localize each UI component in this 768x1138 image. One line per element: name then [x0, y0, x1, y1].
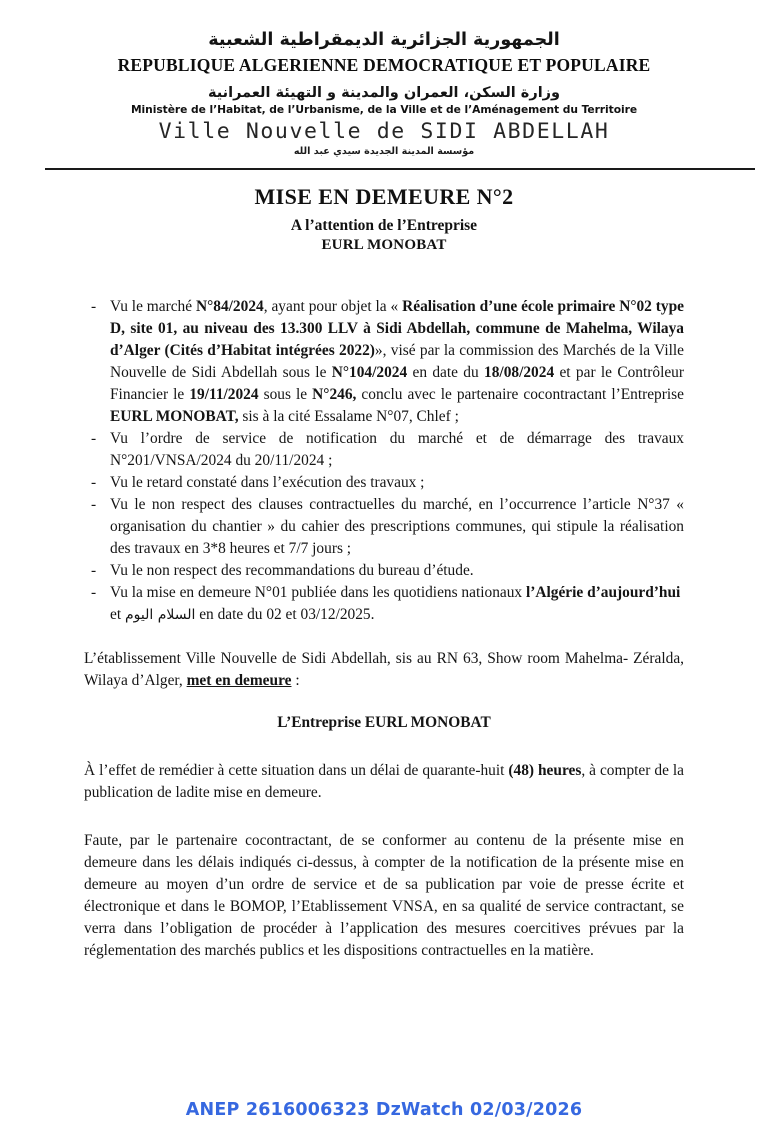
clause-ordre-service — [84, 428, 684, 472]
text-run: en date du — [407, 363, 485, 381]
clause-bureau-etude — [84, 560, 684, 582]
text-run: met en demeure — [186, 672, 292, 690]
text-run: sis à la cité Essalame N°07, Chlef ; — [238, 407, 459, 425]
clause-list — [84, 296, 684, 626]
document-header — [0, 0, 768, 157]
text-run: , ayant pour objet la « — [263, 297, 403, 315]
clause-mise-en-demeure-1 — [84, 582, 684, 626]
text-run: EURL MONOBAT, — [110, 407, 239, 425]
text-run: Vu l’ordre de service de notification du marché et de démarrage des travaux N°201/VNSA/2024 du 20/11/2024 ; — [110, 429, 684, 469]
attention-line: A l’attention de l’Entreprise — [290, 216, 478, 234]
text-run: Vu le non respect des clauses contractuelles du marché, en l’occurrence l’article N°37 « organisation du chantier » du cahier des prescriptions communes, qui stipule la réalisation des travaux en 3*8 heures et 7/7 jours ; — [110, 496, 684, 558]
clause-clauses-contractuelles — [84, 494, 684, 560]
arabic-republic-heading: الجمهورية الجزائرية الديمقراطية الشعبية — [208, 30, 560, 50]
document-body — [84, 254, 684, 962]
text-run: : — [291, 672, 300, 690]
clause-retard — [84, 472, 684, 494]
text-run: conclu avec le partenaire cocontractant l’Entreprise — [356, 385, 684, 403]
clause-marche — [84, 296, 684, 428]
text-run: 19/11/2024 — [189, 385, 259, 403]
text-run: N°246, — [312, 385, 357, 403]
text-run: N°84/2024 — [196, 297, 264, 315]
text-run: , à compter de la publication de ladite mise en demeure. — [84, 762, 684, 802]
header-divider — [45, 168, 755, 170]
text-run: L’établissement Ville Nouvelle de Sidi Abdellah, sis au RN 63, Show room Mahelma- Zéralda, Wilaya d’Alger, — [84, 650, 684, 690]
document-footer — [0, 1100, 768, 1120]
title-block — [0, 184, 768, 254]
text-run: et par le Contrôleur Financier le — [110, 363, 684, 403]
anep-reference: ANEP 2616006323 DzWatch 02/03/2026 — [185, 1100, 583, 1120]
text-run: Faute, par le partenaire cocontractant, de se conformer au contenu de la présente mise en demeure dans les délais indiqués ci-dessus, à compter de la notification de la présente mise en demeure au moyen d’un ordre de service et de sa publication par voie de presse écrite et électronique et dans le BOMOP, l’Etablissement VNSA, en sa qualité de service contractant, se verra dans l’obligation de procéder à l’application des mesures coercitives prévues par la réglementation des marchés publics et les dispositions contractuelles en la matière. — [84, 832, 684, 960]
text-run: en date du 02 et 03/12/2025. — [195, 606, 375, 624]
text-run: Vu la mise en demeure N°01 publiée dans les quotidiens nationaux — [110, 584, 526, 602]
text-run: l’Algérie d’aujourd’hui — [525, 584, 681, 602]
text-run: 18/08/2024 — [484, 363, 555, 381]
entity-name-arabic: مؤسسة المدينة الجديدة سيدي عبد الله — [293, 145, 475, 157]
page-title: MISE EN DEMEURE N°2 — [254, 183, 514, 209]
addressee-company: EURL MONOBAT — [321, 236, 447, 253]
text-run: À l’effet de remédier à cette situation dans un délai de quarante-huit — [84, 762, 509, 780]
text-run: (48) heures — [508, 762, 582, 780]
text-run: », visé par la commission des Marchés de la Ville Nouvelle de Sidi Abdellah sous le — [110, 341, 684, 381]
entity-name-latin: Ville Nouvelle de SIDI ABDELLAH — [158, 118, 610, 144]
text-run: السلام اليوم — [124, 607, 196, 624]
text-run: N°104/2024 — [331, 363, 408, 381]
text-run: sous le — [258, 385, 313, 403]
text-run: et — [110, 606, 125, 624]
text-run: Vu le retard constaté dans l’exécution des travaux ; — [110, 474, 425, 491]
target-company-heading: L’Entreprise EURL MONOBAT — [277, 714, 491, 732]
arabic-ministry-heading: وزارة السكن، العمران والمدينة و التهيئة العمرانية — [207, 84, 561, 101]
french-republic-heading: REPUBLIQUE ALGERIENNE DEMOCRATIQUE ET POPULAIRE — [117, 54, 651, 75]
establishment-paragraph — [84, 648, 684, 692]
text-run: Réalisation d’une école primaire N°02 type D, site 01, au niveau des 13.300 LLV à Sidi Abdellah, commune de Mahelma, Wilaya d’Alger (Cités d’Habitat intégrées 2022) — [110, 297, 684, 359]
french-ministry-heading: Ministère de l’Habitat, de l’Urbanisme, de la Ville et de l’Aménagement du Territoire — [130, 102, 638, 116]
text-run: Vu le marché — [110, 297, 196, 315]
remedy-paragraph — [84, 760, 684, 804]
consequence-paragraph — [84, 830, 684, 962]
text-run: Vu le non respect des recommandations du bureau d’étude. — [110, 562, 474, 580]
